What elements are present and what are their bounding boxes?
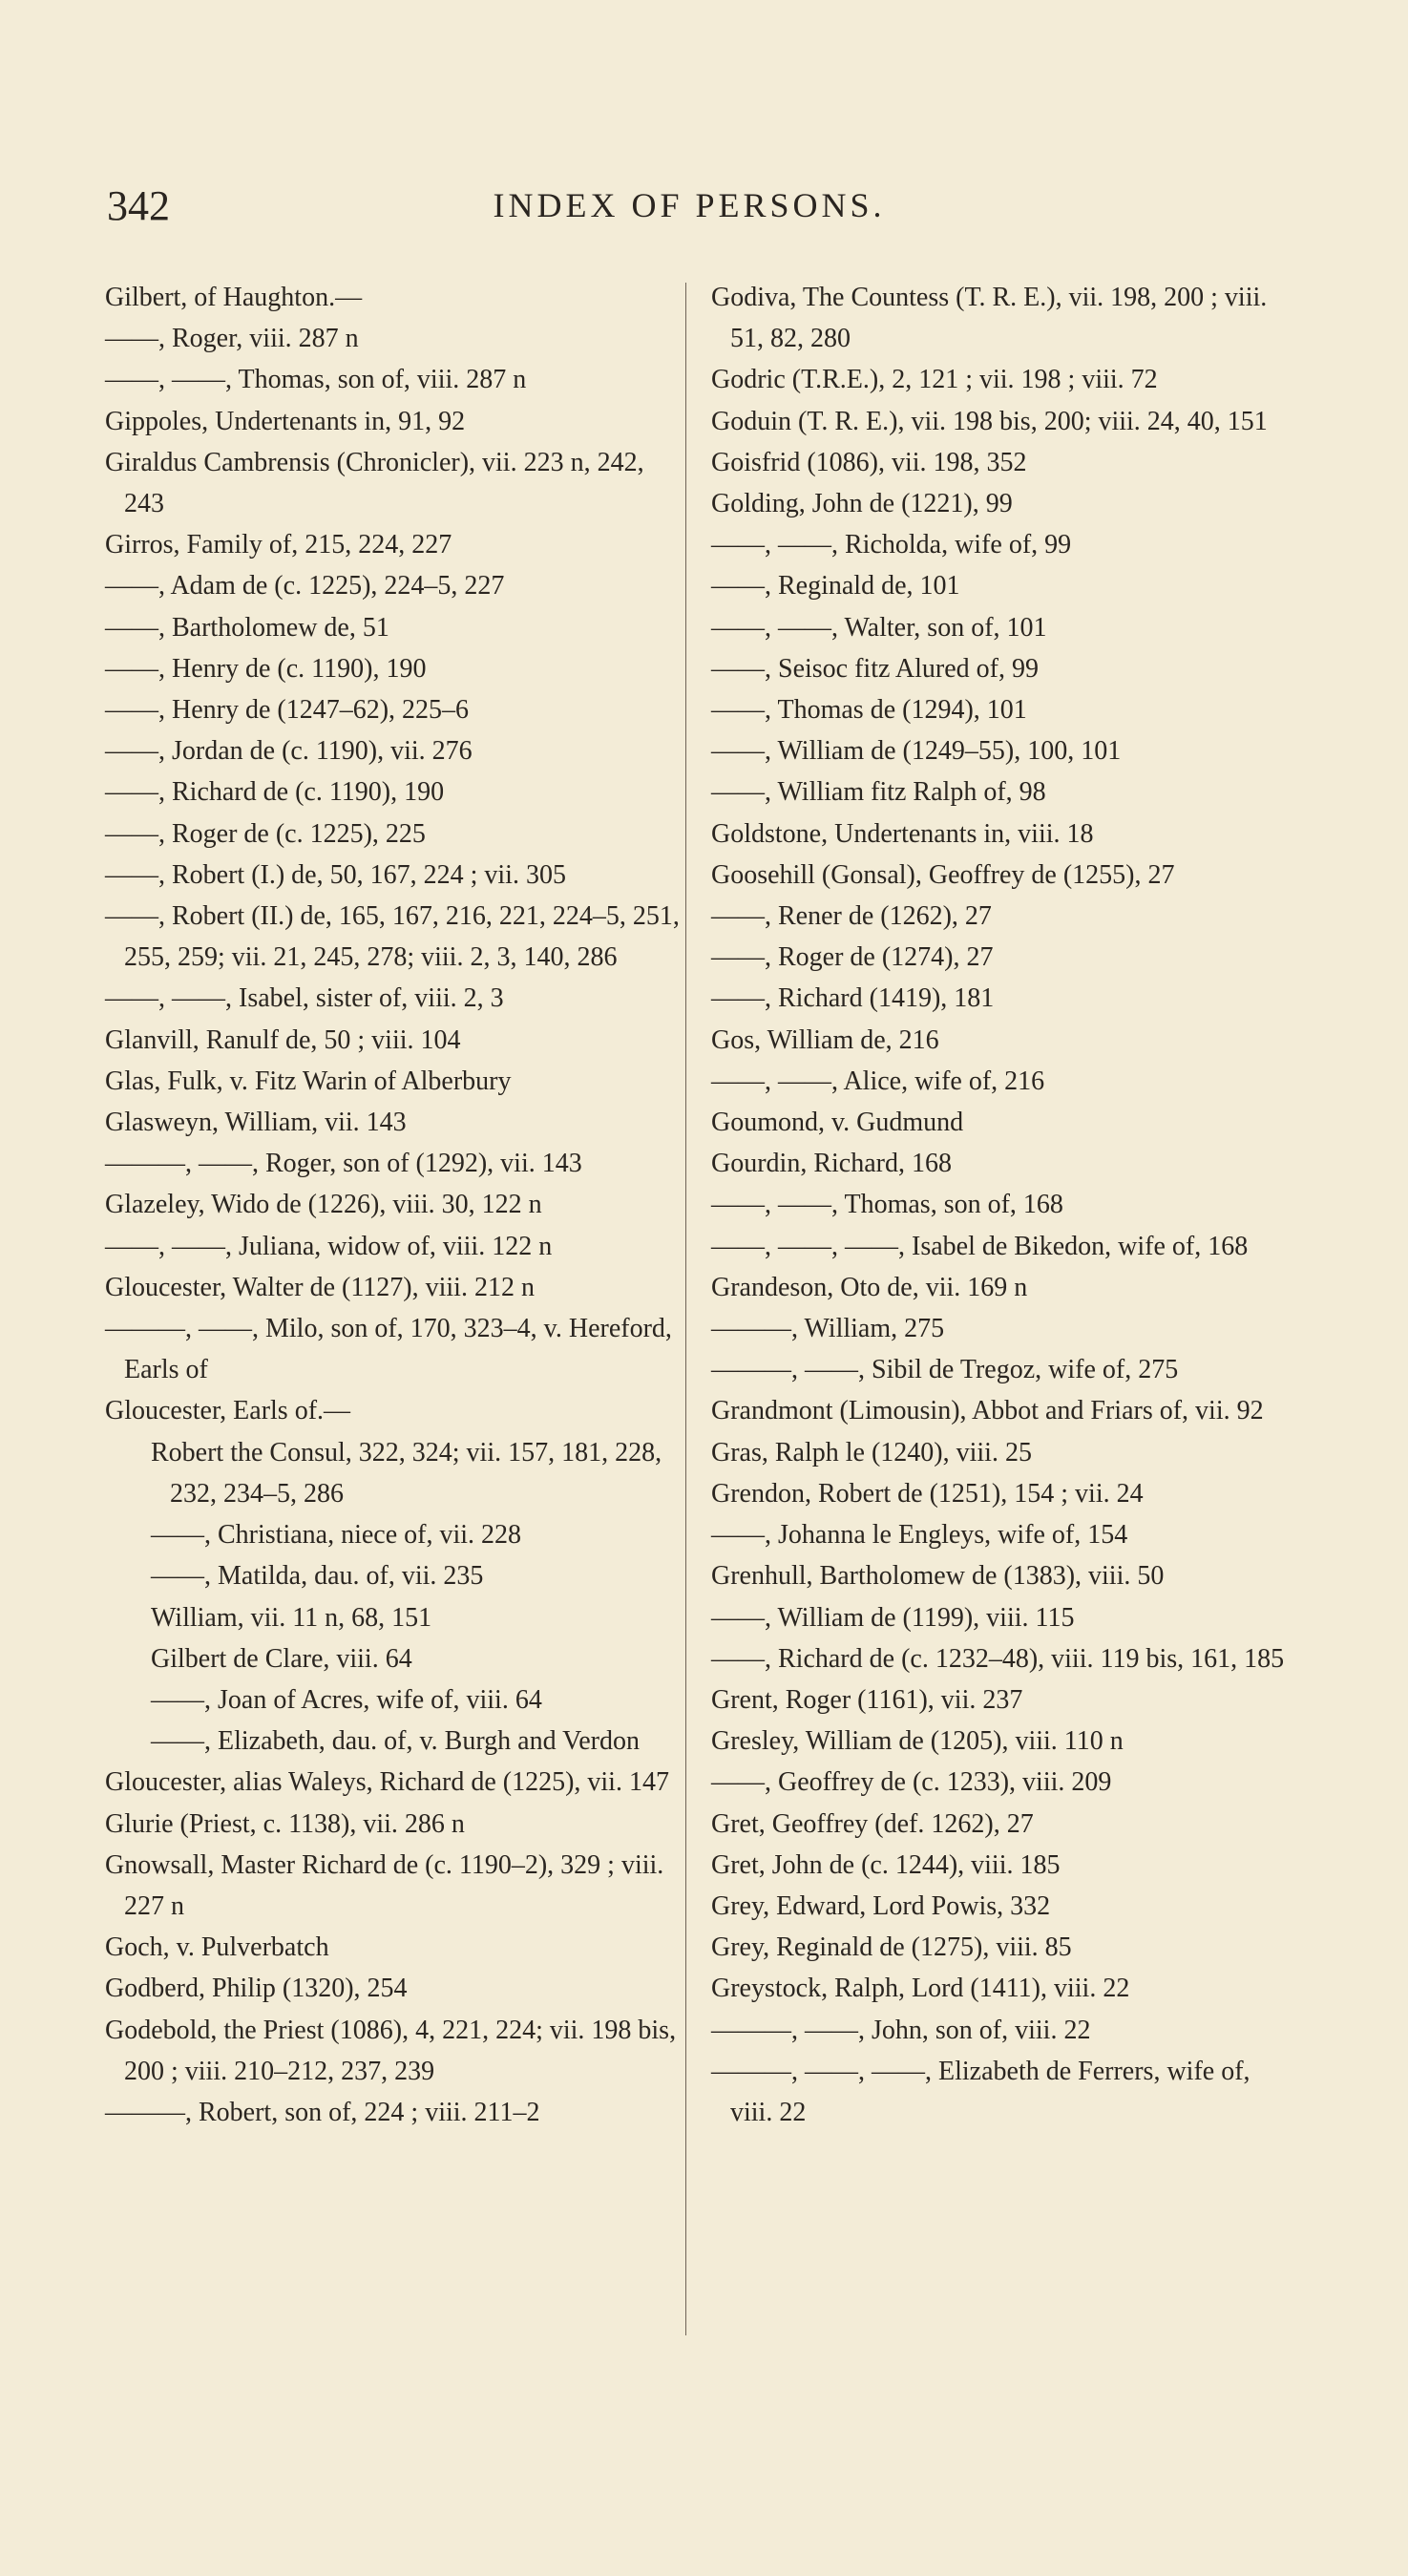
index-entry: Godiva, The Countess (T. R. E.), vii. 198, 200 ; viii. 51, 82, 280 [711,283,1268,354]
index-entry: Golding, John de (1221), 99 [711,489,1013,519]
index-entry: ———, ——, Sibil de Tregoz, wife of, 275 [711,1355,1179,1385]
page-header [107,181,1271,239]
index-entry: Goduin (T. R. E.), vii. 198 bis, 200; viii. 24, 40, 151 [711,406,1268,436]
index-entry: ——, ——, Thomas, son of, 168 [711,1190,1063,1220]
index-entry: Glanvill, Ranulf de, 50 ; viii. 104 [105,1024,461,1055]
index-entry: Gloucester, Earls of.— [105,1396,351,1426]
index-entry: ——, Adam de (c. 1225), 224–5, 227 [105,571,505,602]
index-entry: ——, Richard de (c. 1190), 190 [105,777,445,808]
index-entry: Gnowsall, Master Richard de (c. 1190–2), 329 ; viii. 227 n [105,1849,664,1921]
index-entry: ——, Joan of Acres, wife of, viii. 64 [151,1684,542,1715]
index-entry: ——, Matilda, dau. of, vii. 235 [151,1561,484,1592]
index-entry: ———, ——, ——, Elizabeth de Ferrers, wife of, viii. 22 [711,2056,1250,2127]
index-entry: Grent, Roger (1161), vii. 237 [711,1684,1023,1715]
index-entry: Gret, John de (c. 1244), viii. 185 [711,1849,1061,1880]
index-entry: Gos, William de, 216 [711,1024,939,1055]
index-entry: ——, Roger de (c. 1225), 225 [105,818,426,849]
index-entry: Gresley, William de (1205), viii. 110 n [711,1726,1124,1757]
index-entry: ——, Thomas de (1294), 101 [711,695,1027,726]
index-entry: ——, ——, Isabel, sister of, viii. 2, 3 [105,983,504,1014]
index-entry: ——, William de (1249–55), 100, 101 [711,736,1122,767]
index-entry: ——, Seisoc fitz Alured of, 99 [711,653,1039,684]
index-entry: Godberd, Philip (1320), 254 [105,1974,408,2004]
running-title: INDEX OF PERSONS. [493,186,886,224]
index-entry: ——, William de (1199), viii. 115 [711,1602,1075,1633]
index-entry: ——, Rener de (1262), 27 [711,901,992,932]
index-entry: ——, ——, Thomas, son of, viii. 287 n [105,365,527,395]
index-entry: Glazeley, Wido de (1226), viii. 30, 122 n [105,1190,542,1220]
index-entry: ———, William, 275 [711,1314,945,1344]
index-entry: Godric (T.R.E.), 2, 121 ; vii. 198 ; viii. 72 [711,365,1158,395]
index-entry: Robert the Consul, 322, 324; vii. 157, 181, 228, 232, 234–5, 286 [151,1437,662,1509]
index-entry: Gloucester, Walter de (1127), viii. 212 n [105,1272,535,1302]
index-entry: Goldstone, Undertenants in, viii. 18 [711,818,1094,849]
index-entry: Gret, Geoffrey (def. 1262), 27 [711,1808,1034,1839]
index-entry: Girros, Family of, 215, 224, 227 [105,530,452,560]
index-entry: Greystock, Ralph, Lord (1411), viii. 22 [711,1974,1130,2004]
index-entry: Goisfrid (1086), vii. 198, 352 [711,447,1027,477]
index-entry: William, vii. 11 n, 68, 151 [151,1602,432,1633]
index-entry: ——, Richard de (c. 1232–48), viii. 119 bis, 161, 185 [711,1643,1285,1674]
index-entry: Gras, Ralph le (1240), viii. 25 [711,1437,1032,1467]
index-entry: Godebold, the Priest (1086), 4, 221, 224; vii. 198 bis, 200 ; viii. 210–212, 237, 239 [105,2015,677,2086]
index-entry: ——, Richard (1419), 181 [711,983,995,1014]
index-column-right [711,277,1293,2133]
index-entry: ——, Geoffrey de (c. 1233), viii. 209 [711,1767,1112,1798]
index-entry: Grey, Edward, Lord Powis, 332 [711,1890,1051,1921]
index-entry: Grandeson, Oto de, vii. 169 n [711,1272,1028,1302]
index-entry: ——, ——, Richolda, wife of, 99 [711,530,1072,560]
index-entry: ——, ——, Alice, wife of, 216 [711,1066,1045,1096]
index-entry: ——, Roger de (1274), 27 [711,942,994,973]
page-number: 342 [107,182,170,229]
index-entry: Gilbert, of Haughton.— [105,283,363,312]
index-entry: ——, Jordan de (c. 1190), vii. 276 [105,736,473,767]
index-entry: ——, Roger, viii. 287 n [105,324,359,354]
index-entry: ———, ——, Roger, son of (1292), vii. 143 [105,1149,582,1179]
index-entry: Giraldus Cambrensis (Chronicler), vii. 223 n, 242, 243 [105,447,644,519]
index-entry: ———, ——, John, son of, viii. 22 [711,2015,1091,2045]
index-entry: Grendon, Robert de (1251), 154 ; vii. 24 [711,1478,1144,1509]
index-entry: ———, ——, Milo, son of, 170, 323–4, v. Hereford, Earls of [105,1314,672,1385]
index-entry: Glasweyn, William, vii. 143 [105,1108,407,1138]
index-entry: ——, William fitz Ralph of, 98 [711,777,1046,808]
index-entry: Gourdin, Richard, 168 [711,1149,952,1179]
index-entry: ——, Henry de (c. 1190), 190 [105,653,427,684]
index-entry: Grenhull, Bartholomew de (1383), viii. 50 [711,1561,1165,1592]
index-entry: ——, Johanna le Engleys, wife of, 154 [711,1520,1128,1551]
index-entry: Goosehill (Gonsal), Geoffrey de (1255), 27 [711,859,1175,890]
index-entry: ——, Christiana, niece of, vii. 228 [151,1520,522,1551]
index-entry: Glurie (Priest, c. 1138), vii. 286 n [105,1808,465,1839]
index-entry: ——, Elizabeth, dau. of, v. Burgh and Verdon [151,1726,640,1757]
index-entry: Gilbert de Clare, viii. 64 [151,1643,412,1674]
index-entry: ——, Henry de (1247–62), 225–6 [105,695,470,726]
index-entry: ——, Robert (II.) de, 165, 167, 216, 221, 224–5, 251, 255, 259; vii. 21, 245, 278; viii. 2, 3, 140, 286 [105,901,680,973]
index-entry: Grandmont (Limousin), Abbot and Friars of, vii. 92 [711,1396,1264,1426]
index-entry: ——, Reginald de, 101 [711,571,960,602]
index-entry: Gippoles, Undertenants in, 91, 92 [105,406,466,436]
index-entry: ——, ——, Walter, son of, 101 [711,612,1047,643]
index-entry: Glas, Fulk, v. Fitz Warin of Alberbury [105,1066,512,1096]
index-entry: Goumond, v. Gudmund [711,1108,964,1138]
index-entry: ——, ——, ——, Isabel de Bikedon, wife of, 168 [711,1231,1249,1261]
index-column-left [105,277,687,2133]
index-entry: ——, ——, Juliana, widow of, viii. 122 n [105,1231,553,1261]
column-divider [685,283,686,2335]
index-entry: ———, Robert, son of, 224 ; viii. 211–2 [105,2097,540,2127]
index-entry: Grey, Reginald de (1275), viii. 85 [711,1932,1072,1963]
index-entry: Goch, v. Pulverbatch [105,1932,329,1963]
index-entry: ——, Bartholomew de, 51 [105,612,389,643]
index-entry: ——, Robert (I.) de, 50, 167, 224 ; vii. 305 [105,859,566,890]
index-entry: Gloucester, alias Waleys, Richard de (1225), vii. 147 [105,1767,669,1798]
